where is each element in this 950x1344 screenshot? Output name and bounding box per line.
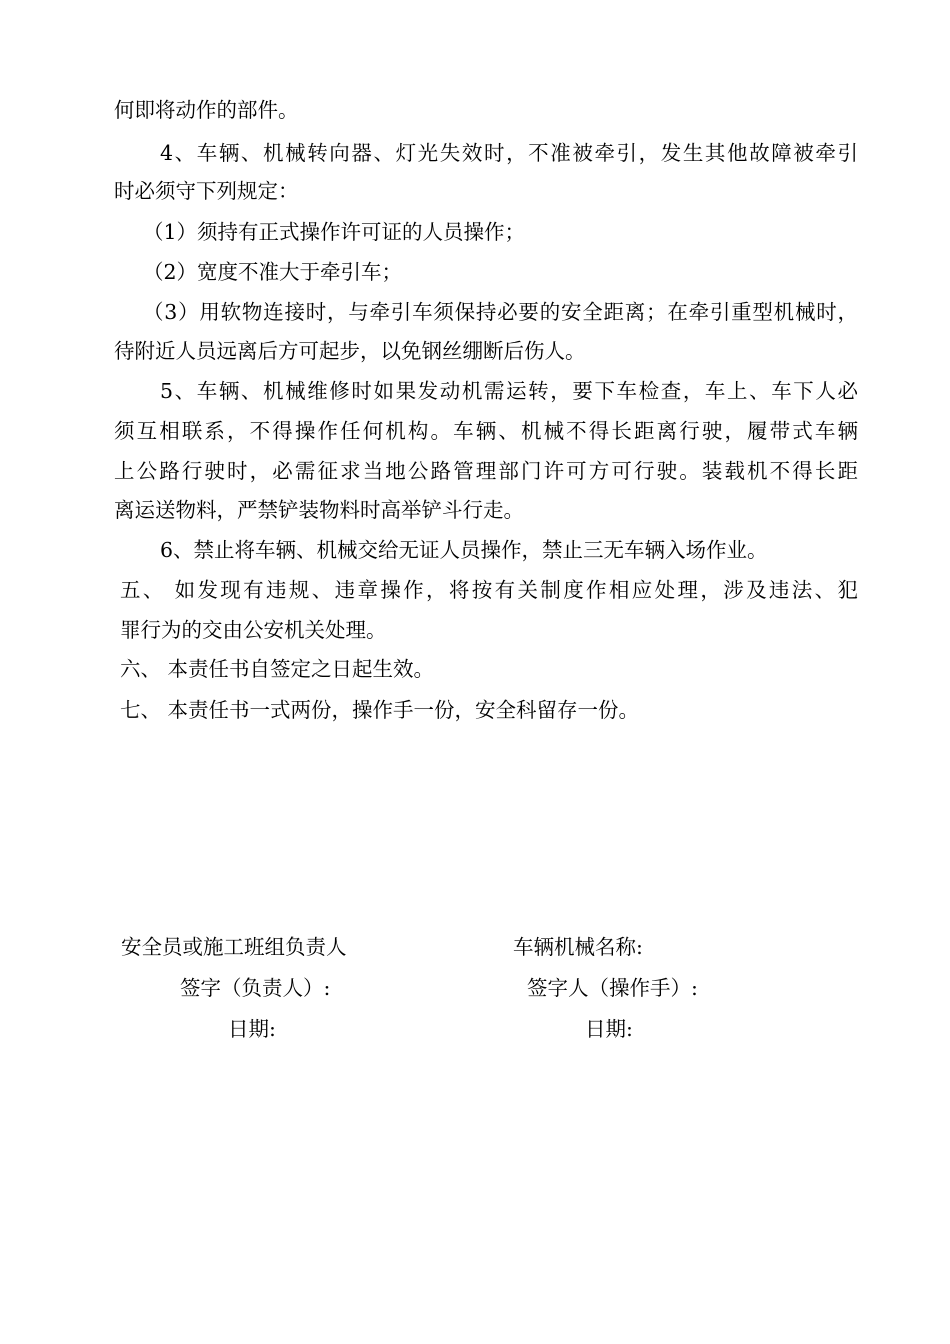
item-4-line: 时必须守下列规定：: [114, 179, 299, 203]
left-signature-field: 签字（负责人）:: [180, 976, 331, 1000]
left-signature-title: 安全员或施工班组负责人: [121, 935, 347, 959]
section-5-line: 五、 如发现有违规、违章操作，将按有关制度作相应处理，涉及违法、犯: [120, 578, 858, 602]
sub-item-3-line: 待附近人员远离后方可起步，以免钢丝绷断后伤人。: [114, 339, 586, 363]
item-5-line: 上公路行驶时，必需征求当地公路管理部门许可方可行驶。装载机不得长距: [114, 459, 858, 483]
paragraph-line: 何即将动作的部件。: [114, 98, 299, 122]
right-date-field: 日期:: [585, 1017, 633, 1041]
section-5-line: 罪行为的交由公安机关处理。: [120, 618, 387, 642]
right-signature-field: 签字人（操作手）:: [527, 976, 698, 1000]
sub-item-1: （1）须持有正式操作许可证的人员操作；: [143, 220, 526, 244]
right-vehicle-name-field: 车辆机械名称:: [513, 935, 643, 959]
sub-item-2: （2）宽度不准大于牵引车；: [143, 260, 403, 284]
section-7-line: 七、 本责任书一式两份，操作手一份，安全科留存一份。: [120, 698, 640, 722]
section-6-line: 六、 本责任书自签定之日起生效。: [120, 657, 435, 681]
item-6-line: 6、禁止将车辆、机械交给无证人员操作，禁止三无车辆入场作业。: [160, 538, 768, 562]
item-4-line: 4、车辆、机械转向器、灯光失效时，不准被牵引，发生其他故障被牵引: [160, 141, 858, 165]
item-5-line: 离运送物料，严禁铲装物料时高举铲斗行走。: [114, 498, 524, 522]
item-5-line: 5、车辆、机械维修时如果发动机需运转，要下车检查，车上、车下人必: [160, 379, 858, 403]
sub-item-3-line: （3）用软物连接时，与牵引车须保持必要的安全距离；在牵引重型机械时，: [143, 300, 858, 324]
item-5-line: 须互相联系，不得操作任何机构。车辆、机械不得长距离行驶，履带式车辆: [114, 419, 858, 443]
left-date-field: 日期:: [228, 1017, 276, 1041]
